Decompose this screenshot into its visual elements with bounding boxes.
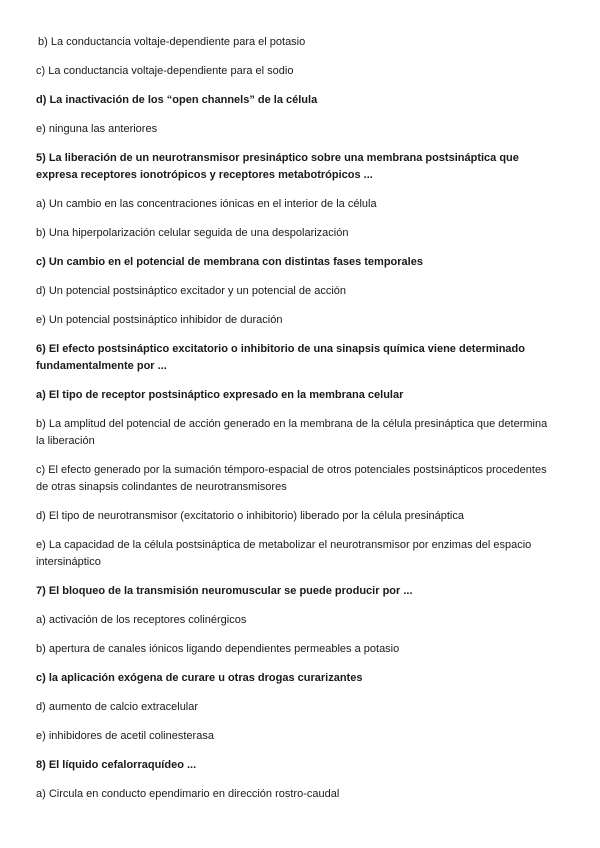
q6-option-a-answer: a) El tipo de receptor postsináptico expresado en la membrana celular [36, 389, 404, 401]
q5-option-a: a) Un cambio en las concentraciones iónicas en el interior de la célula [36, 198, 377, 210]
q7-option-c-answer: c) la aplicación exógena de curare u otras drogas curarizantes [36, 672, 363, 684]
question-6: 6) El efecto postsináptico excitatorio o inhibitorio de una sinapsis química viene determinado fundamentalmente por ... [36, 343, 525, 372]
question-5: 5) La liberación de un neurotransmisor presináptico sobre una membrana postsináptica que expresa receptores ionotrópicos y receptores metabotrópicos ... [36, 152, 519, 181]
option-b-potassium-conductance: b) La conductancia voltaje-dependiente para el potasio [38, 36, 306, 48]
q6-option-d: d) El tipo de neurotransmisor (excitatorio o inhibitorio) liberado por la célula presináptica [36, 510, 464, 522]
question-7: 7) El bloqueo de la transmisión neuromuscular se puede producir por ... [36, 585, 413, 597]
q7-option-b: b) apertura de canales iónicos ligando dependientes permeables a potasio [36, 643, 400, 655]
q6-option-b: b) La amplitud del potencial de acción generado en la membrana de la célula presináptica que determina la liberación [36, 418, 548, 447]
q7-option-a: a) activación de los receptores colinérgicos [36, 614, 247, 626]
question-8: 8) El líquido cefalorraquídeo ... [36, 759, 197, 771]
q5-option-d: d) Un potencial postsináptico excitador y un potencial de acción [36, 285, 347, 297]
q5-option-b: b) Una hiperpolarización celular seguida de una despolarización [36, 227, 349, 239]
option-d-open-channels-answer: d) La inactivación de los “open channels” de la célula [36, 94, 318, 106]
q5-option-e: e) Un potencial postsináptico inhibidor de duración [36, 314, 283, 326]
q8-option-a: a) Circula en conducto ependimario en dirección rostro-caudal [36, 788, 340, 800]
q6-option-e: e) La capacidad de la célula postsináptica de metabolizar el neurotransmisor por enzimas del espacio intersináptico [36, 539, 532, 568]
document-page [36, 34, 558, 815]
option-e-none: e) ninguna las anteriores [36, 123, 158, 135]
q5-option-c-answer: c) Un cambio en el potencial de membrana con distintas fases temporales [36, 256, 423, 268]
q6-option-c: c) El efecto generado por la sumación témporo-espacial de otros potenciales postsinápticos procedentes de otras sinapsis colindantes de neurotransmisores [36, 464, 547, 493]
q7-option-e: e) inhibidores de acetil colinesterasa [36, 730, 214, 742]
q7-option-d: d) aumento de calcio extracelular [36, 701, 199, 713]
option-c-sodium-conductance: c) La conductancia voltaje-dependiente para el sodio [36, 65, 294, 77]
